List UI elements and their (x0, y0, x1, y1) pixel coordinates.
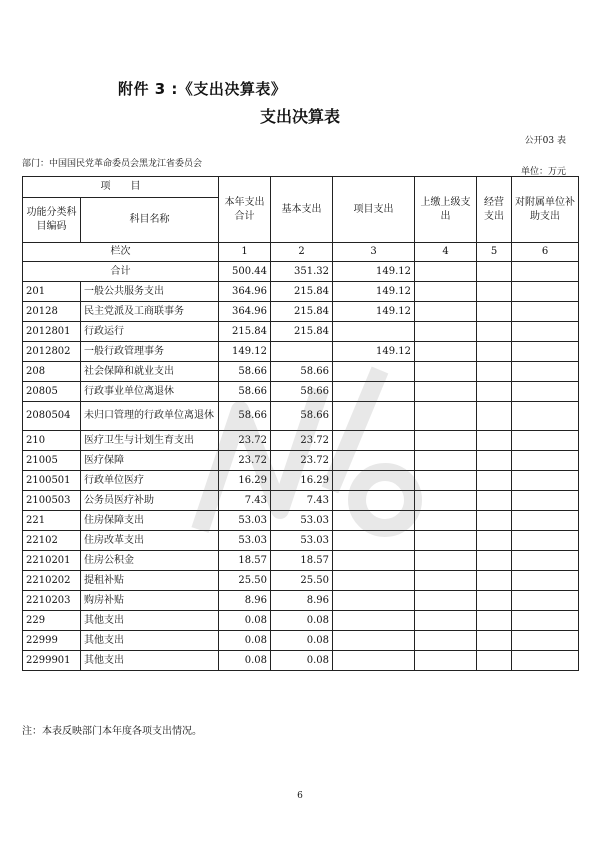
row-operation (477, 282, 512, 302)
row-subsidy (512, 591, 579, 611)
row-name: 公务员医疗补助 (81, 491, 219, 511)
row-remit (415, 551, 477, 571)
row-subsidy (512, 471, 579, 491)
row-remit (415, 631, 477, 651)
row-code: 2080504 (23, 402, 81, 431)
row-code: 2100501 (23, 471, 81, 491)
total-basic: 351.32 (271, 262, 333, 282)
row-operation (477, 511, 512, 531)
lanci-col: 3 (333, 243, 415, 262)
total-label: 合计 (23, 262, 219, 282)
row-code: 2012802 (23, 342, 81, 362)
table-row (23, 302, 579, 322)
row-code: 208 (23, 362, 81, 382)
row-project (333, 471, 415, 491)
lanci-col: 1 (219, 243, 271, 262)
table-row (23, 382, 579, 402)
table-row (23, 551, 579, 571)
row-remit (415, 431, 477, 451)
row-total: 23.72 (219, 451, 271, 471)
row-remit (415, 611, 477, 631)
header-subject-name: 科目名称 (81, 198, 219, 243)
row-basic: 16.29 (271, 471, 333, 491)
row-operation (477, 551, 512, 571)
row-subsidy (512, 302, 579, 322)
row-name: 行政事业单位离退休 (81, 382, 219, 402)
row-project: 149.12 (333, 282, 415, 302)
row-basic: 53.03 (271, 531, 333, 551)
row-project: 149.12 (333, 302, 415, 322)
row-total: 0.08 (219, 631, 271, 651)
row-code: 2210202 (23, 571, 81, 591)
row-operation (477, 531, 512, 551)
row-name: 一般公共服务支出 (81, 282, 219, 302)
row-basic: 58.66 (271, 362, 333, 382)
row-project (333, 382, 415, 402)
row-code: 20805 (23, 382, 81, 402)
row-name: 其他支出 (81, 611, 219, 631)
row-project (333, 591, 415, 611)
table-row (23, 591, 579, 611)
row-project (333, 551, 415, 571)
row-total: 18.57 (219, 551, 271, 571)
row-operation (477, 611, 512, 631)
row-basic: 8.96 (271, 591, 333, 611)
table-row (23, 362, 579, 382)
expenditure-table (22, 176, 579, 671)
row-total: 364.96 (219, 302, 271, 322)
header-total: 本年支出合计 (219, 177, 271, 243)
row-remit (415, 362, 477, 382)
row-project (333, 431, 415, 451)
row-basic: 23.72 (271, 451, 333, 471)
row-total: 0.08 (219, 651, 271, 671)
row-total: 8.96 (219, 591, 271, 611)
row-name: 社会保障和就业支出 (81, 362, 219, 382)
row-total: 25.50 (219, 571, 271, 591)
row-project (333, 362, 415, 382)
row-remit (415, 302, 477, 322)
header-item: 项 目 (23, 177, 219, 198)
total-total: 500.44 (219, 262, 271, 282)
row-code: 201 (23, 282, 81, 302)
row-name: 住房公积金 (81, 551, 219, 571)
row-remit (415, 511, 477, 531)
total-row (23, 262, 579, 282)
row-operation (477, 471, 512, 491)
row-operation (477, 431, 512, 451)
row-project (333, 491, 415, 511)
row-basic: 58.66 (271, 382, 333, 402)
row-basic: 0.08 (271, 651, 333, 671)
row-code: 2210203 (23, 591, 81, 611)
header-remit: 上缴上级支出 (415, 177, 477, 243)
row-operation (477, 382, 512, 402)
header-project: 项目支出 (333, 177, 415, 243)
row-project (333, 402, 415, 431)
row-subsidy (512, 551, 579, 571)
row-basic: 215.84 (271, 322, 333, 342)
row-remit (415, 402, 477, 431)
row-code: 22999 (23, 631, 81, 651)
header-func-code: 功能分类科目编码 (23, 198, 81, 243)
row-name: 未归口管理的行政单位离退休 (81, 402, 219, 431)
row-operation (477, 631, 512, 651)
row-subsidy (512, 491, 579, 511)
row-operation (477, 302, 512, 322)
row-basic: 215.84 (271, 282, 333, 302)
row-subsidy (512, 611, 579, 631)
header-basic: 基本支出 (271, 177, 333, 243)
row-name: 购房补贴 (81, 591, 219, 611)
table-row (23, 342, 579, 362)
table-note: 注：本表反映部门本年度各项支出情况。 (22, 726, 202, 737)
lanci-label: 栏次 (23, 243, 219, 262)
row-project (333, 571, 415, 591)
table-row (23, 571, 579, 591)
row-operation (477, 491, 512, 511)
row-subsidy (512, 362, 579, 382)
row-subsidy (512, 282, 579, 302)
row-operation (477, 342, 512, 362)
row-code: 2299901 (23, 651, 81, 671)
table-row (23, 282, 579, 302)
row-name: 民主党派及工商联事务 (81, 302, 219, 322)
row-basic (271, 342, 333, 362)
row-total: 53.03 (219, 531, 271, 551)
row-remit (415, 531, 477, 551)
row-subsidy (512, 322, 579, 342)
table-row (23, 451, 579, 471)
row-remit (415, 322, 477, 342)
header-operation: 经营支出 (477, 177, 512, 243)
row-subsidy (512, 631, 579, 651)
row-remit (415, 451, 477, 471)
table-row (23, 651, 579, 671)
row-subsidy (512, 382, 579, 402)
row-total: 53.03 (219, 511, 271, 531)
row-name: 住房保障支出 (81, 511, 219, 531)
row-basic: 0.08 (271, 611, 333, 631)
row-code: 229 (23, 611, 81, 631)
row-name: 其他支出 (81, 651, 219, 671)
row-total: 215.84 (219, 322, 271, 342)
row-basic: 53.03 (271, 511, 333, 531)
row-name: 医疗卫生与计划生育支出 (81, 431, 219, 451)
row-operation (477, 591, 512, 611)
lanci-col: 2 (271, 243, 333, 262)
table-row (23, 491, 579, 511)
page-title: 支出决算表 (259, 107, 340, 126)
document-code: 公开03 表 (524, 136, 566, 146)
row-name: 一般行政管理事务 (81, 342, 219, 362)
row-name: 行政运行 (81, 322, 219, 342)
table-row (23, 531, 579, 551)
row-code: 21005 (23, 451, 81, 471)
unit-label: 单位：万元 (520, 167, 566, 177)
row-code: 2210201 (23, 551, 81, 571)
row-project (333, 451, 415, 471)
row-total: 0.08 (219, 611, 271, 631)
row-remit (415, 471, 477, 491)
row-basic: 25.50 (271, 571, 333, 591)
lanci-col: 4 (415, 243, 477, 262)
lanci-col: 6 (512, 243, 579, 262)
total-subsidy (512, 262, 579, 282)
table-row (23, 322, 579, 342)
row-subsidy (512, 511, 579, 531)
row-subsidy (512, 651, 579, 671)
row-project (333, 322, 415, 342)
total-project: 149.12 (333, 262, 415, 282)
row-subsidy (512, 531, 579, 551)
row-basic: 7.43 (271, 491, 333, 511)
row-subsidy (512, 571, 579, 591)
row-operation (477, 571, 512, 591)
row-operation (477, 322, 512, 342)
table-row (23, 611, 579, 631)
row-operation (477, 451, 512, 471)
row-code: 20128 (23, 302, 81, 322)
row-project (333, 611, 415, 631)
row-basic: 215.84 (271, 302, 333, 322)
row-remit (415, 342, 477, 362)
row-code: 221 (23, 511, 81, 531)
row-project: 149.12 (333, 342, 415, 362)
row-total: 58.66 (219, 402, 271, 431)
row-total: 23.72 (219, 431, 271, 451)
department-label: 部门：中国国民党革命委员会黑龙江省委员会 (22, 159, 203, 169)
row-remit (415, 591, 477, 611)
row-project (333, 651, 415, 671)
row-name: 行政单位医疗 (81, 471, 219, 491)
table-row (23, 471, 579, 491)
row-remit (415, 491, 477, 511)
row-name: 住房改革支出 (81, 531, 219, 551)
row-name: 其他支出 (81, 631, 219, 651)
row-code: 2012801 (23, 322, 81, 342)
total-remit (415, 262, 477, 282)
page-number: 6 (297, 791, 303, 801)
row-basic: 23.72 (271, 431, 333, 451)
row-subsidy (512, 451, 579, 471)
row-project (333, 531, 415, 551)
row-code: 2100503 (23, 491, 81, 511)
row-remit (415, 651, 477, 671)
lanci-row (23, 243, 579, 262)
row-total: 58.66 (219, 362, 271, 382)
row-name: 医疗保障 (81, 451, 219, 471)
row-remit (415, 282, 477, 302)
row-subsidy (512, 431, 579, 451)
row-operation (477, 362, 512, 382)
row-project (333, 511, 415, 531)
annex-title: 附件 3 :《支出决算表》 (118, 80, 287, 98)
row-code: 210 (23, 431, 81, 451)
row-total: 149.12 (219, 342, 271, 362)
table-row (23, 511, 579, 531)
row-basic: 18.57 (271, 551, 333, 571)
row-basic: 58.66 (271, 402, 333, 431)
row-operation (477, 402, 512, 431)
table-row (23, 431, 579, 451)
row-total: 364.96 (219, 282, 271, 302)
row-basic: 0.08 (271, 631, 333, 651)
header-subsidy: 对附属单位补助支出 (512, 177, 579, 243)
row-code: 22102 (23, 531, 81, 551)
row-total: 16.29 (219, 471, 271, 491)
total-operation (477, 262, 512, 282)
row-remit (415, 382, 477, 402)
row-total: 58.66 (219, 382, 271, 402)
lanci-col: 5 (477, 243, 512, 262)
row-remit (415, 571, 477, 591)
row-total: 7.43 (219, 491, 271, 511)
row-name: 提租补贴 (81, 571, 219, 591)
table-row (23, 402, 579, 431)
row-project (333, 631, 415, 651)
row-subsidy (512, 342, 579, 362)
row-operation (477, 651, 512, 671)
table-row (23, 631, 579, 651)
row-subsidy (512, 402, 579, 431)
